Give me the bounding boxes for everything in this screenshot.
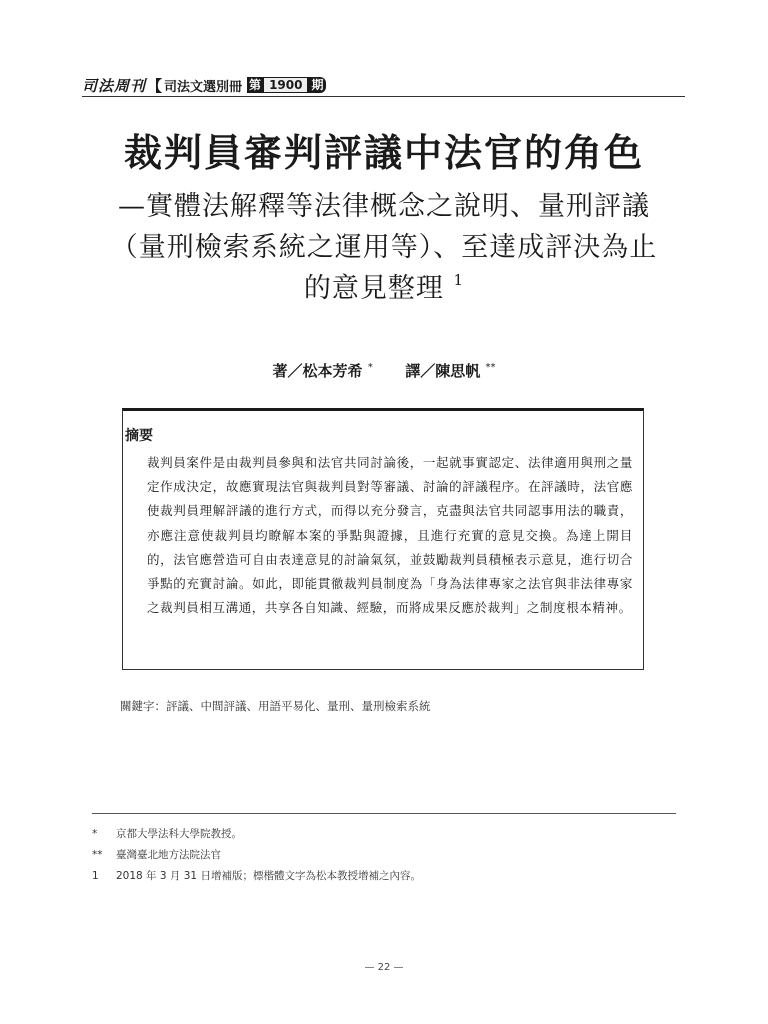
subtitle-footnote-mark: 1 [453,271,465,289]
footnote-text: 2018 年 3 月 31 日增補版；標楷體文字為松本教授增補之內容。 [116,870,421,882]
author-line [0,360,768,381]
abstract-body: 裁判員案件是由裁判員參與和法官共同討論後，一起就事實認定、法律適用與刑之量定作成決定，故應實現法官與裁判員對等審議、討論的評議程序。在評議時，法官應使裁判員理解評議的進行方式，而得以充分發言，克盡與法官共同認事用法的職責，亦應注意使裁判員均瞭解本案的爭點與證據，且進行充實的意見交換。為達上開目的，法官應營造可自由表達意見的討論氣氛，並鼓勵裁判員積極表示意見，進行切合爭點的充實討論。如此，即能貫徹裁判員制度為「身為法律專家之法官與非法律專家之裁判員相互溝通，共享各自知識、經驗，而將成果反應於裁判」之制度根本精神。 [147,455,633,616]
issue-number: 1900 [263,77,308,93]
abstract-box [122,408,644,670]
footnote-divider [92,813,676,814]
footnote-item [92,845,421,866]
footnote-text: 臺灣臺北地方法院法官 [116,849,221,861]
keywords: 關鍵字：評議、中間評議、用語平易化、量刑、量刑檢索系統 [120,699,431,713]
translator-footnote-mark: ** [485,362,496,373]
series-name: 司法文選別冊 [164,79,243,95]
article-title: 裁判員審判評議中法官的角色 [123,131,644,175]
footnotes [92,824,421,887]
author-name: 著／松本芳希 [272,362,363,380]
footnote-text: 京都大學法科大學院教授。 [116,828,242,840]
footnote-item [92,866,421,887]
footnote-mark: 1 [92,870,99,882]
issue-prefix: 第 [249,78,262,92]
issue-badge [247,77,326,93]
journal-brand: 司法周刊 [82,76,147,95]
subtitle-text: —實體法解釋等法律概念之說明、量刑評議（量刑檢索系統之運用等）、至達成評決為止的意見整理 [110,191,658,304]
translator-name: 譯／陳思帆 [405,362,481,380]
footnote-item [92,824,421,845]
header-bracket: 【 [147,76,163,95]
abstract-heading: 摘要 [125,428,153,444]
footnote-mark: * [92,828,98,840]
running-header [82,74,326,96]
footnote-mark: ** [92,849,103,861]
issue-suffix: 期 [308,77,326,93]
article-subtitle [100,186,668,309]
header-divider [82,96,685,97]
page-number: — 22 — [364,962,404,973]
author-footnote-mark: * [367,362,373,373]
